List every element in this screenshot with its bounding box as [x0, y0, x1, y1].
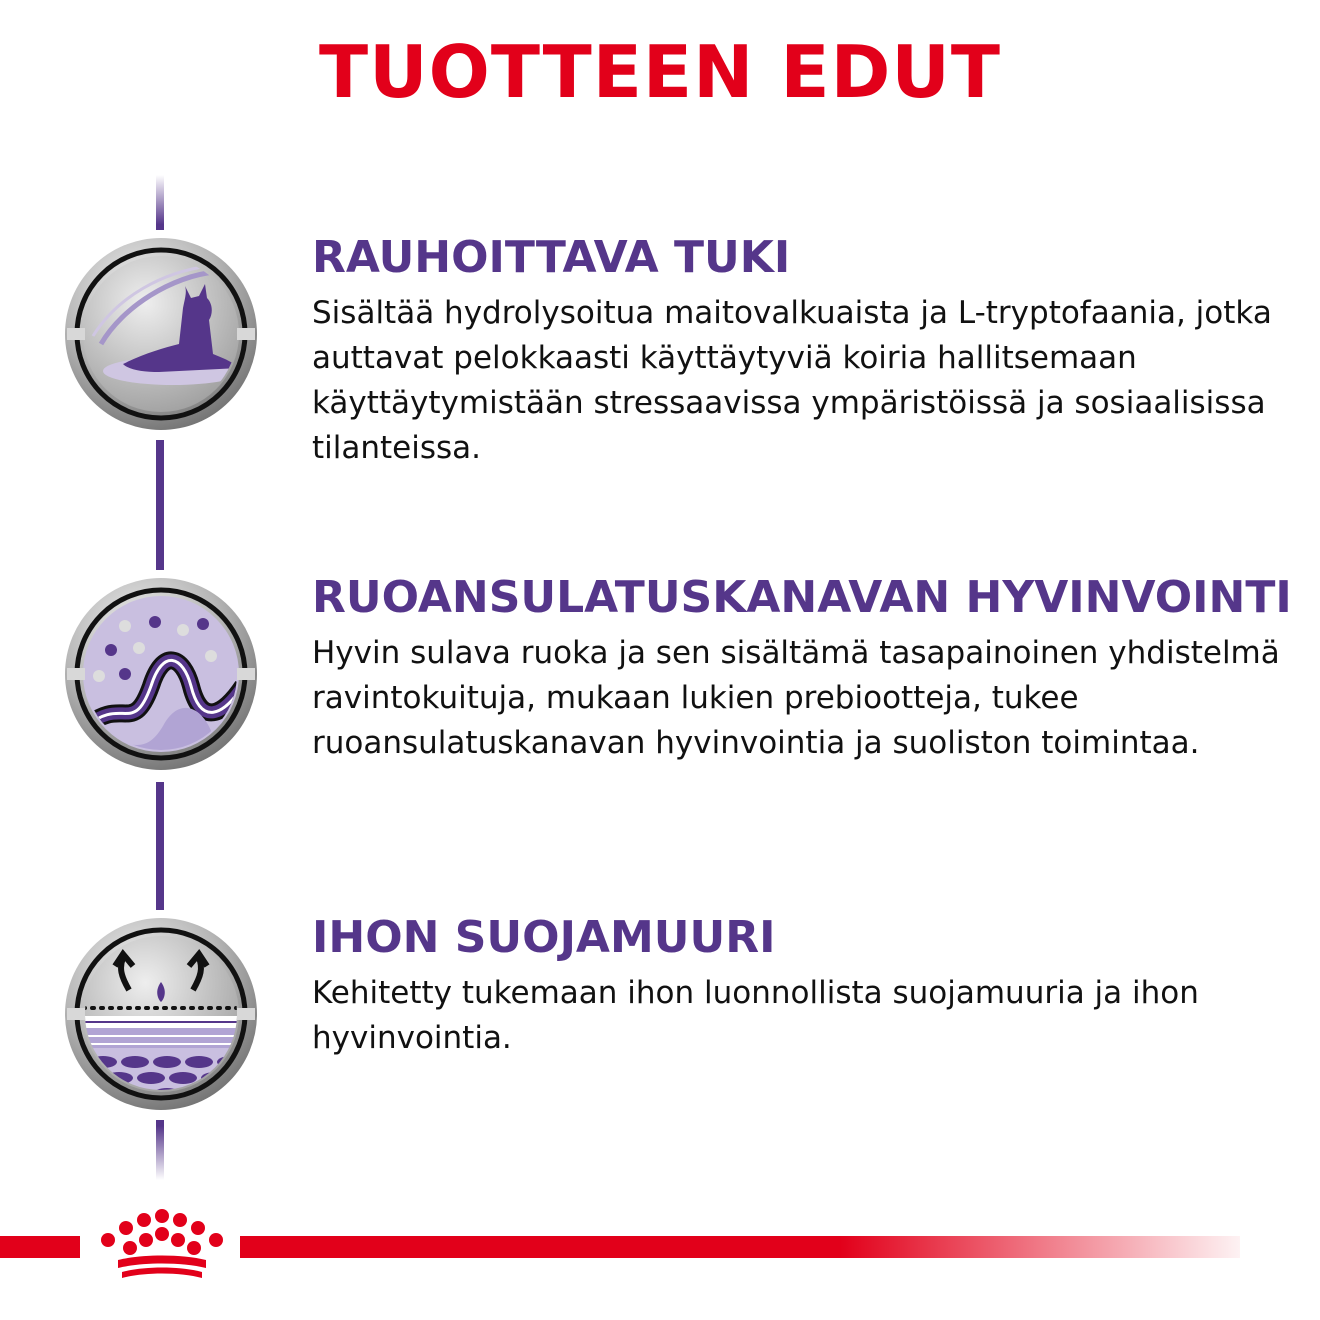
- benefit-calming: [312, 232, 1302, 471]
- benefit-title: RAUHOITTAVA TUKI: [312, 232, 791, 283]
- benefit-title: IHON SUOJAMUURI: [312, 912, 776, 963]
- benefit-description: Sisältää hydrolysoitua maitovalkuaista ja L-tryptofaania, jotka auttavat pelokkaasti käyttäytyviä koiria hallitsemaan käyttäytymistään stressaavissa ympäristöissä ja sosiaalisissa tilanteissa.: [312, 295, 1272, 466]
- benefit-title: RUOANSULATUSKANAVAN HYVINVOINTI: [312, 572, 1292, 623]
- digestive-health-icon: [63, 576, 259, 772]
- footer-bar: [0, 1236, 80, 1258]
- benefit-description: Hyvin sulava ruoka ja sen sisältämä tasapainoinen yhdistelmä ravintokuituja, mukaan lukien prebiootteja, tukee ruoansulatuskanavan hyvinvointia ja suoliston toimintaa.: [312, 635, 1280, 761]
- timeline-line: [156, 782, 164, 910]
- calm-dog-icon: [63, 236, 259, 432]
- footer-bar: [240, 1236, 1240, 1258]
- timeline-line: [156, 175, 164, 230]
- royal-canin-crown-icon: [92, 1208, 232, 1284]
- benefit-skin: [312, 912, 1302, 1061]
- skin-barrier-icon: [63, 916, 259, 1112]
- timeline-line: [156, 1120, 164, 1180]
- page-title: TUOTTEEN EDUT: [319, 30, 1001, 114]
- timeline-line: [156, 440, 164, 570]
- benefit-digestive: [312, 572, 1302, 766]
- benefit-description: Kehitetty tukemaan ihon luonnollista suojamuuria ja ihon hyvinvointia.: [312, 975, 1199, 1056]
